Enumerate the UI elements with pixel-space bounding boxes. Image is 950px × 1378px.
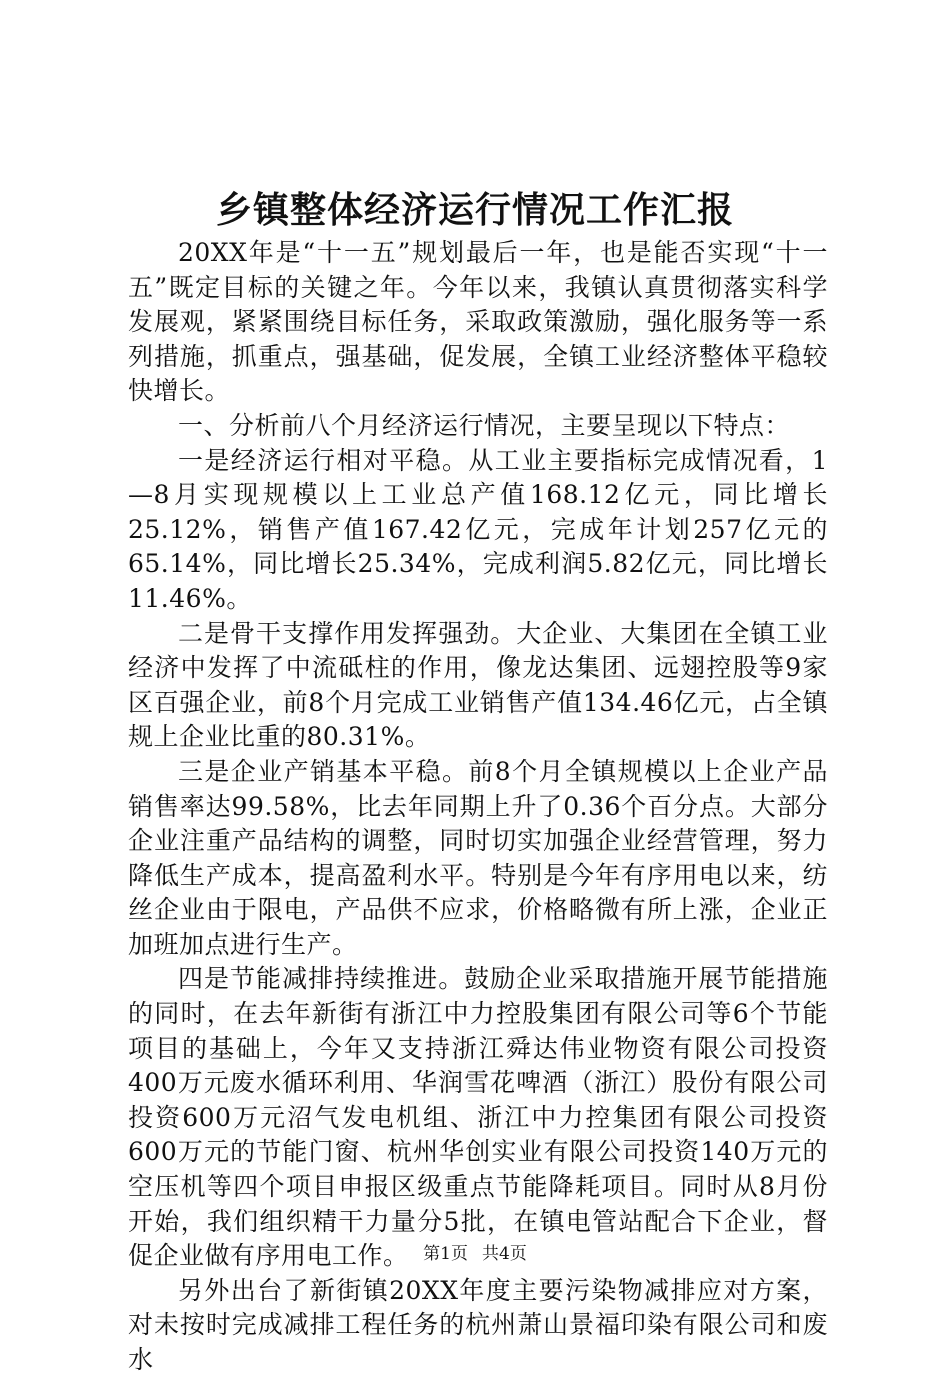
paragraph-point-3: 三是企业产销基本平稳。前8个月全镇规模以上企业产品销售率达99.58%，比去年同期上升了0.36个百分点。大部分企业注重产品结构的调整，同时切实加强企业经营管理，努力降低生产成本，提高盈利水平。特别是今年有序用电以来，纺丝企业由于限电，产品供不应求，价格略微有所上涨，企业正加班加点进行生产。 <box>128 756 828 959</box>
paragraph-intro: 20XX年是“十一五”规划最后一年，也是能否实现“十一五”既定目标的关键之年。今年以来，我镇认真贯彻落实科学发展观，紧紧围绕目标任务，采取政策激励，强化服务等一系列措施，抓重点，强基础，促发展，全镇工业经济整体平稳较快增长。 <box>128 238 828 406</box>
paragraph-section-heading: 一、分析前八个月经济运行情况，主要呈现以下特点： <box>178 410 791 440</box>
paragraph-additional: 另外出台了新街镇20XX年度主要污染物减排应对方案，对未按时完成减排工程任务的杭州萧山景福印染有限公司和废水 <box>128 1275 828 1374</box>
paragraph-point-4: 四是节能减排持续推进。鼓励企业采取措施开展节能措施的同时，在去年新街有浙江中力控股集团有限公司等6个节能项目的基础上，今年又支持浙江舜达伟业物资有限公司投资400万元废水循环利用、华润雪花啤酒（浙江）股份有限公司投资600万元沼气发电机组、浙江中力控集团有限公司投资600万元的节能门窗、杭州华创实业有限公司投资140万元的空压机等四个项目申报区级重点节能降耗项目。同时从8月份开始，我们组织精干力量分5批，在镇电管站配合下企业，督促企业做有序用电工作。 <box>128 964 828 1271</box>
page-total: 共4页 <box>482 1244 527 1264</box>
page-footer <box>0 1242 950 1266</box>
paragraph-point-2: 二是骨干支撑作用发挥强劲。大企业、大集团在全镇工业经济中发挥了中流砥柱的作用，像龙达集团、远翅控股等9家区百强企业，前8个月完成工业销售产值134.46亿元，占全镇规上企业比重的80.31%。 <box>128 618 828 752</box>
document-title: 乡镇整体经济运行情况工作汇报 <box>215 189 734 231</box>
paragraph-point-1: 一是经济运行相对平稳。从工业主要指标完成情况看，1—8月实现规模以上工业总产值168.12亿元，同比增长25.12%，销售产值167.42亿元，完成年计划257亿元的65.14%，同比增长25.34%，完成利润5.82亿元，同比增长11.46%。 <box>128 445 828 613</box>
page-number: 第1页 <box>423 1244 468 1264</box>
document-body <box>128 236 828 1378</box>
